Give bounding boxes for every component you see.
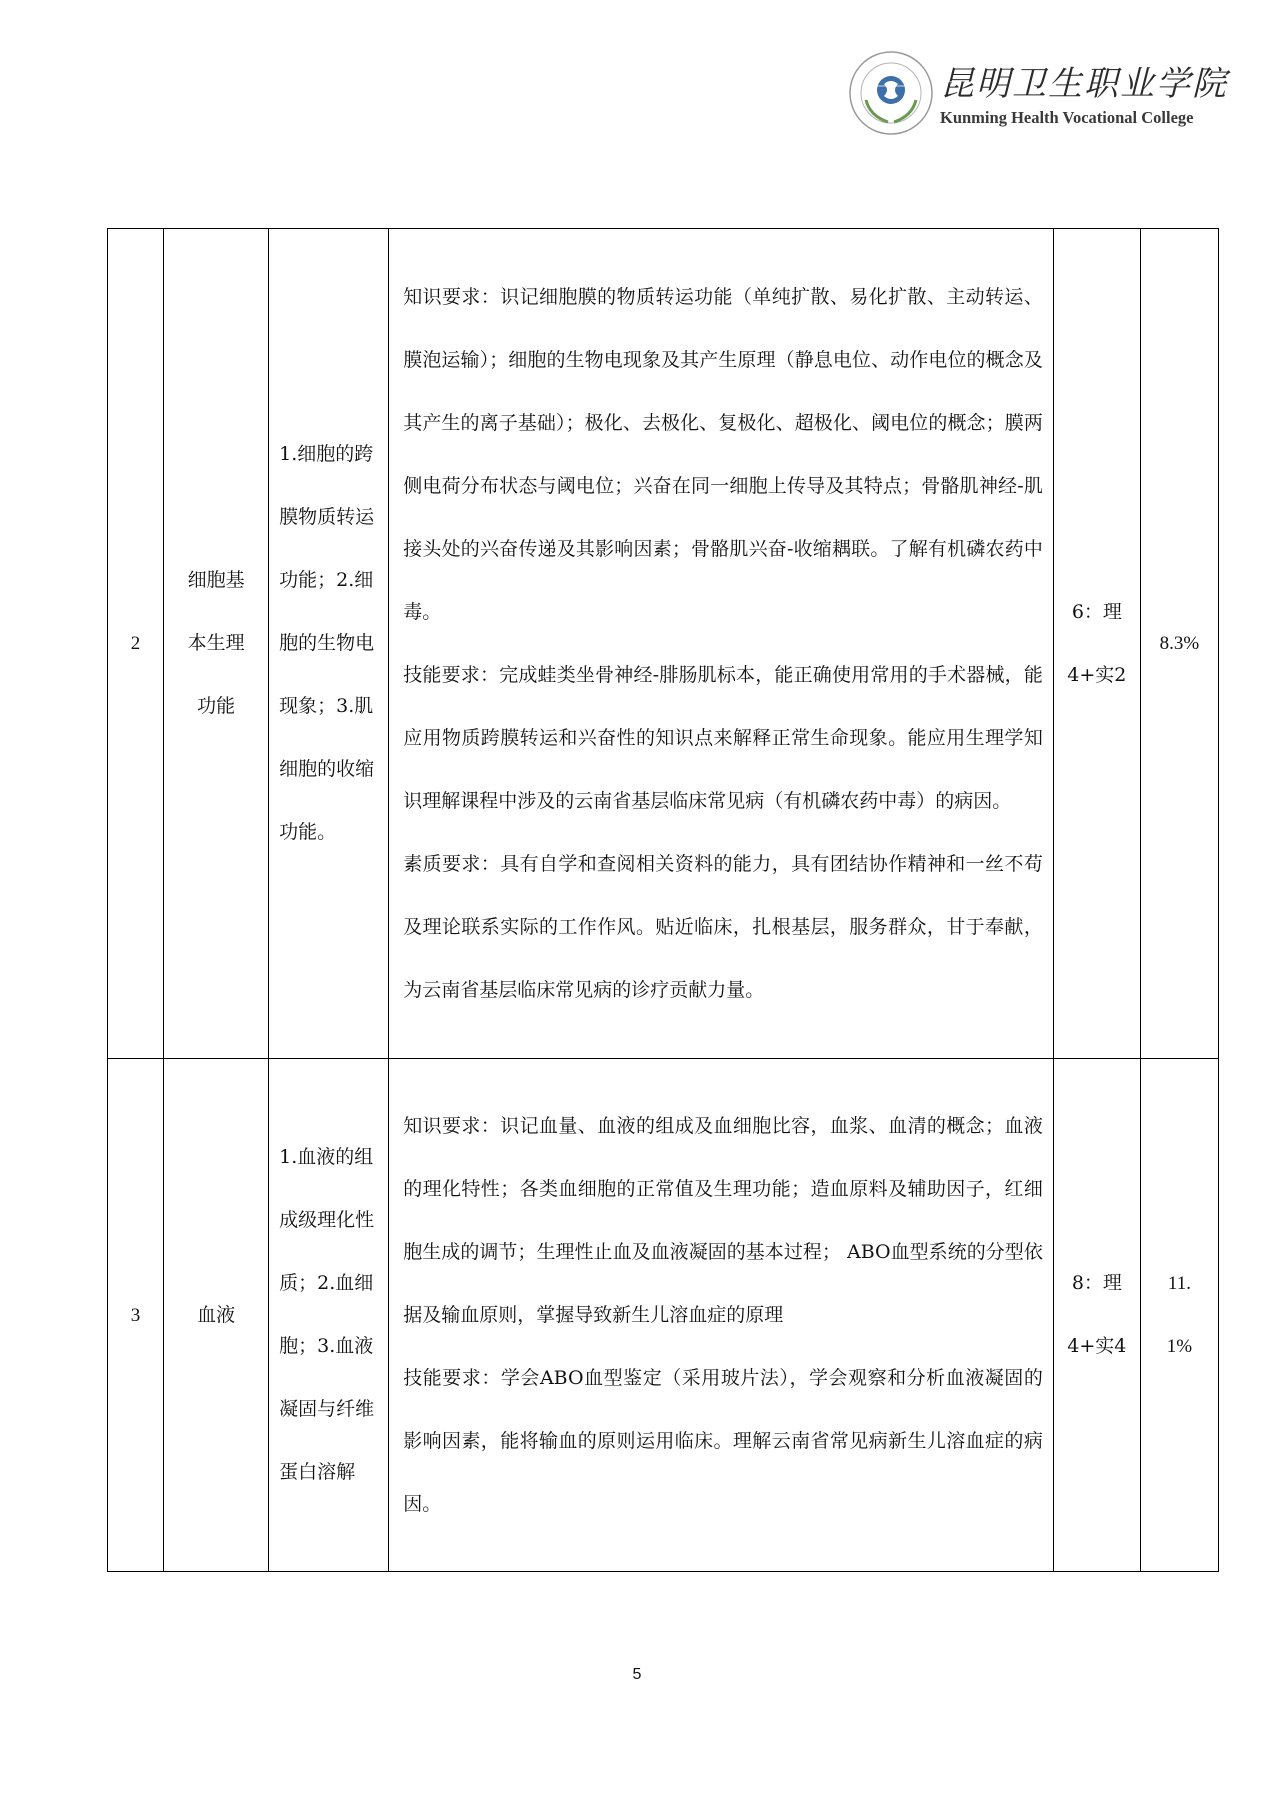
requirements (389, 266, 1053, 1022)
quality-requirement: 素质要求：具有自学和查阅相关资料的能力，具有团结协作精神和一丝不苟及理论联系实际的工作作风。贴近临床，扎根基层，服务群众，甘于奉献，为云南省基层临床常见病的诊疗贡献力量。 (403, 852, 1043, 1001)
knowledge-requirement: 知识要求：识记细胞膜的物质转运功能（单纯扩散、易化扩散、主动转运、膜泡运输）；细胞的生物电现象及其产生原理（静息电位、动作电位的概念及其产生的离子基础）；极化、去极化、复极化、超极化、阈电位的概念；膜两侧电荷分布状态与阈电位；兴奋在同一细胞上传导及其特点；骨骼肌神经-肌接头处的兴奋传递及其影响因素；骨骼肌兴奋-收缩耦联。了解有机磷农药中毒。 (403, 285, 1043, 623)
table-row (108, 229, 1219, 1059)
hours-cell (1053, 1059, 1140, 1572)
college-name-cn: 昆明卫生职业学院 (940, 64, 1228, 104)
topics-cell (269, 229, 389, 1059)
topics-cell (269, 1059, 389, 1572)
topics: 1.细胞的跨膜物质转运功能；2.细胞的生物电现象；3.肌细胞的收缩功能。 (279, 443, 375, 843)
hours-percent: 8.3% (1159, 633, 1200, 654)
unit-name-cell (164, 229, 269, 1059)
hours-cell (1053, 229, 1140, 1059)
row-number: 3 (108, 1059, 164, 1572)
requirements-cell (389, 1059, 1054, 1572)
skill-requirement: 技能要求：学会ABO血型鉴定（采用玻片法），学会观察和分析血液凝固的影响因素，能将输血的原则运用临床。理解云南省常见病新生儿溶血症的病因。 (403, 1366, 1043, 1515)
class-hours: 8：理4+实4 (1067, 1272, 1127, 1357)
knowledge-requirement: 知识要求：识记血量、血液的组成及血细胞比容，血浆、血清的概念；血液的理化特性；各类血细胞的正常值及生理功能；造血原料及辅助因子，红细胞生成的调节；生理性止血及血液凝固的基本过程； ABO血型系统的分型依据及输血原则，掌握导致新生儿溶血症的原理 (403, 1114, 1043, 1326)
skill-requirement: 技能要求：完成蛙类坐骨神经-腓肠肌标本，能正确使用常用的手术器械，能应用物质跨膜转运和兴奋性的知识点来解释正常生命现象。能应用生理学知识理解课程中涉及的云南省基层临床常见病（有机磷农药中毒）的病因。 (403, 663, 1043, 812)
requirements (389, 1095, 1053, 1536)
college-seal-icon (848, 50, 934, 136)
percent-cell (1140, 1059, 1218, 1572)
hours-percent: 11.1% (1166, 1273, 1193, 1357)
row-number: 2 (108, 229, 164, 1059)
topics: 1.血液的组成级理化性质；2.血细胞；3.血液凝固与纤维蛋白溶解 (279, 1146, 375, 1483)
college-name-en: Kunming Health Vocational College (940, 108, 1194, 127)
unit-name: 细胞基本生理功能 (187, 569, 245, 717)
course-content-table (107, 228, 1219, 1572)
college-logo (848, 50, 1228, 140)
class-hours: 6：理4+实2 (1067, 600, 1127, 686)
unit-name: 血液 (197, 1303, 236, 1326)
page-number: 5 (632, 1666, 642, 1683)
table-row (108, 1059, 1219, 1572)
unit-name-cell (164, 1059, 269, 1572)
percent-cell (1140, 229, 1218, 1059)
requirements-cell (389, 229, 1054, 1059)
